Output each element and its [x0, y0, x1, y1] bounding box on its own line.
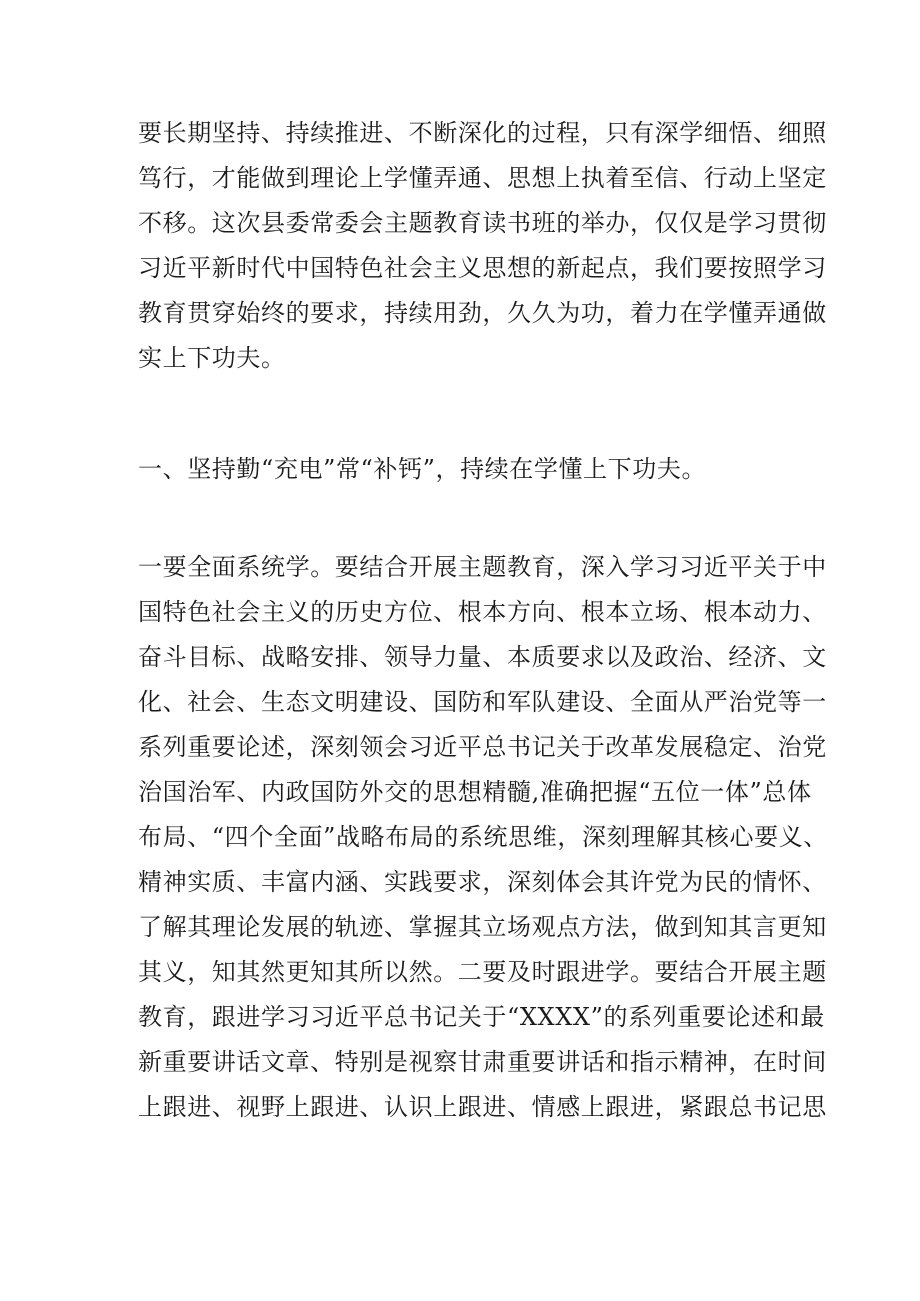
paragraph-1-line-1: 要长期坚持、持续推进、不断深化的过程，只有深学细悟、细照: [138, 119, 827, 147]
paragraph-2-line-2: 国特色社会主义的历史方位、根本方向、根本立场、根本动力、: [138, 598, 827, 626]
paragraph-2-line-1: 一要全面系统学。要结合开展主题教育，深入学习习近平关于中: [138, 553, 827, 581]
paragraph-2-line-10: 其义，知其然更知其所以然。二要及时跟进学。要结合开展主题: [138, 958, 827, 986]
paragraph-1-line-2: 笃行，才能做到理论上学懂弄通、思想上执着至信、行动上坚定: [138, 164, 827, 192]
paragraph-2-line-5: 系列重要论述，深刻领会习近平总书记关于改革发展稳定、治党: [138, 733, 827, 761]
paragraph-2-line-6: 治国治军、内政国防外交的思想精髓,准确把握“五位一体”总体: [138, 778, 812, 806]
paragraph-2-line-3: 奋斗目标、战略安排、领导力量、本质要求以及政治、经济、文: [138, 643, 827, 671]
section-heading: 一、坚持勤“充电”常“补钙”，持续在学懂上下功夫。: [138, 455, 707, 483]
paragraph-1-line-5: 教育贯穿始终的要求，持续用劲，久久为功，着力在学懂弄通做: [138, 299, 827, 327]
paragraph-2-line-11: 教育，跟进学习习近平总书记关于“XXXX”的系列重要论述和最: [138, 1003, 825, 1031]
paragraph-1-line-4: 习近平新时代中国特色社会主义思想的新起点，我们要按照学习: [138, 254, 827, 282]
paragraph-1-line-3: 不移。这次县委常委会主题教育读书班的举办，仅仅是学习贯彻: [138, 209, 827, 237]
paragraph-2-line-12: 新重要讲话文章、特别是视察甘肃重要讲话和指示精神，在时间: [138, 1048, 827, 1076]
paragraph-2-line-7: 布局、“四个全面”战略布局的系统思维，深刻理解其核心要义、: [138, 823, 828, 851]
paragraph-2-line-4: 化、社会、生态文明建设、国防和军队建设、全面从严治党等一: [138, 688, 827, 716]
paragraph-2-line-13: 上跟进、视野上跟进、认识上跟进、情感上跟进，紧跟总书记思: [138, 1093, 827, 1121]
paragraph-1-line-6: 实上下功夫。: [138, 344, 286, 372]
paragraph-2-line-9: 了解其理论发展的轨迹、掌握其立场观点方法，做到知其言更知: [138, 913, 827, 941]
paragraph-2-line-8: 精神实质、丰富内涵、实践要求，深刻体会其许党为民的情怀、: [138, 868, 827, 896]
